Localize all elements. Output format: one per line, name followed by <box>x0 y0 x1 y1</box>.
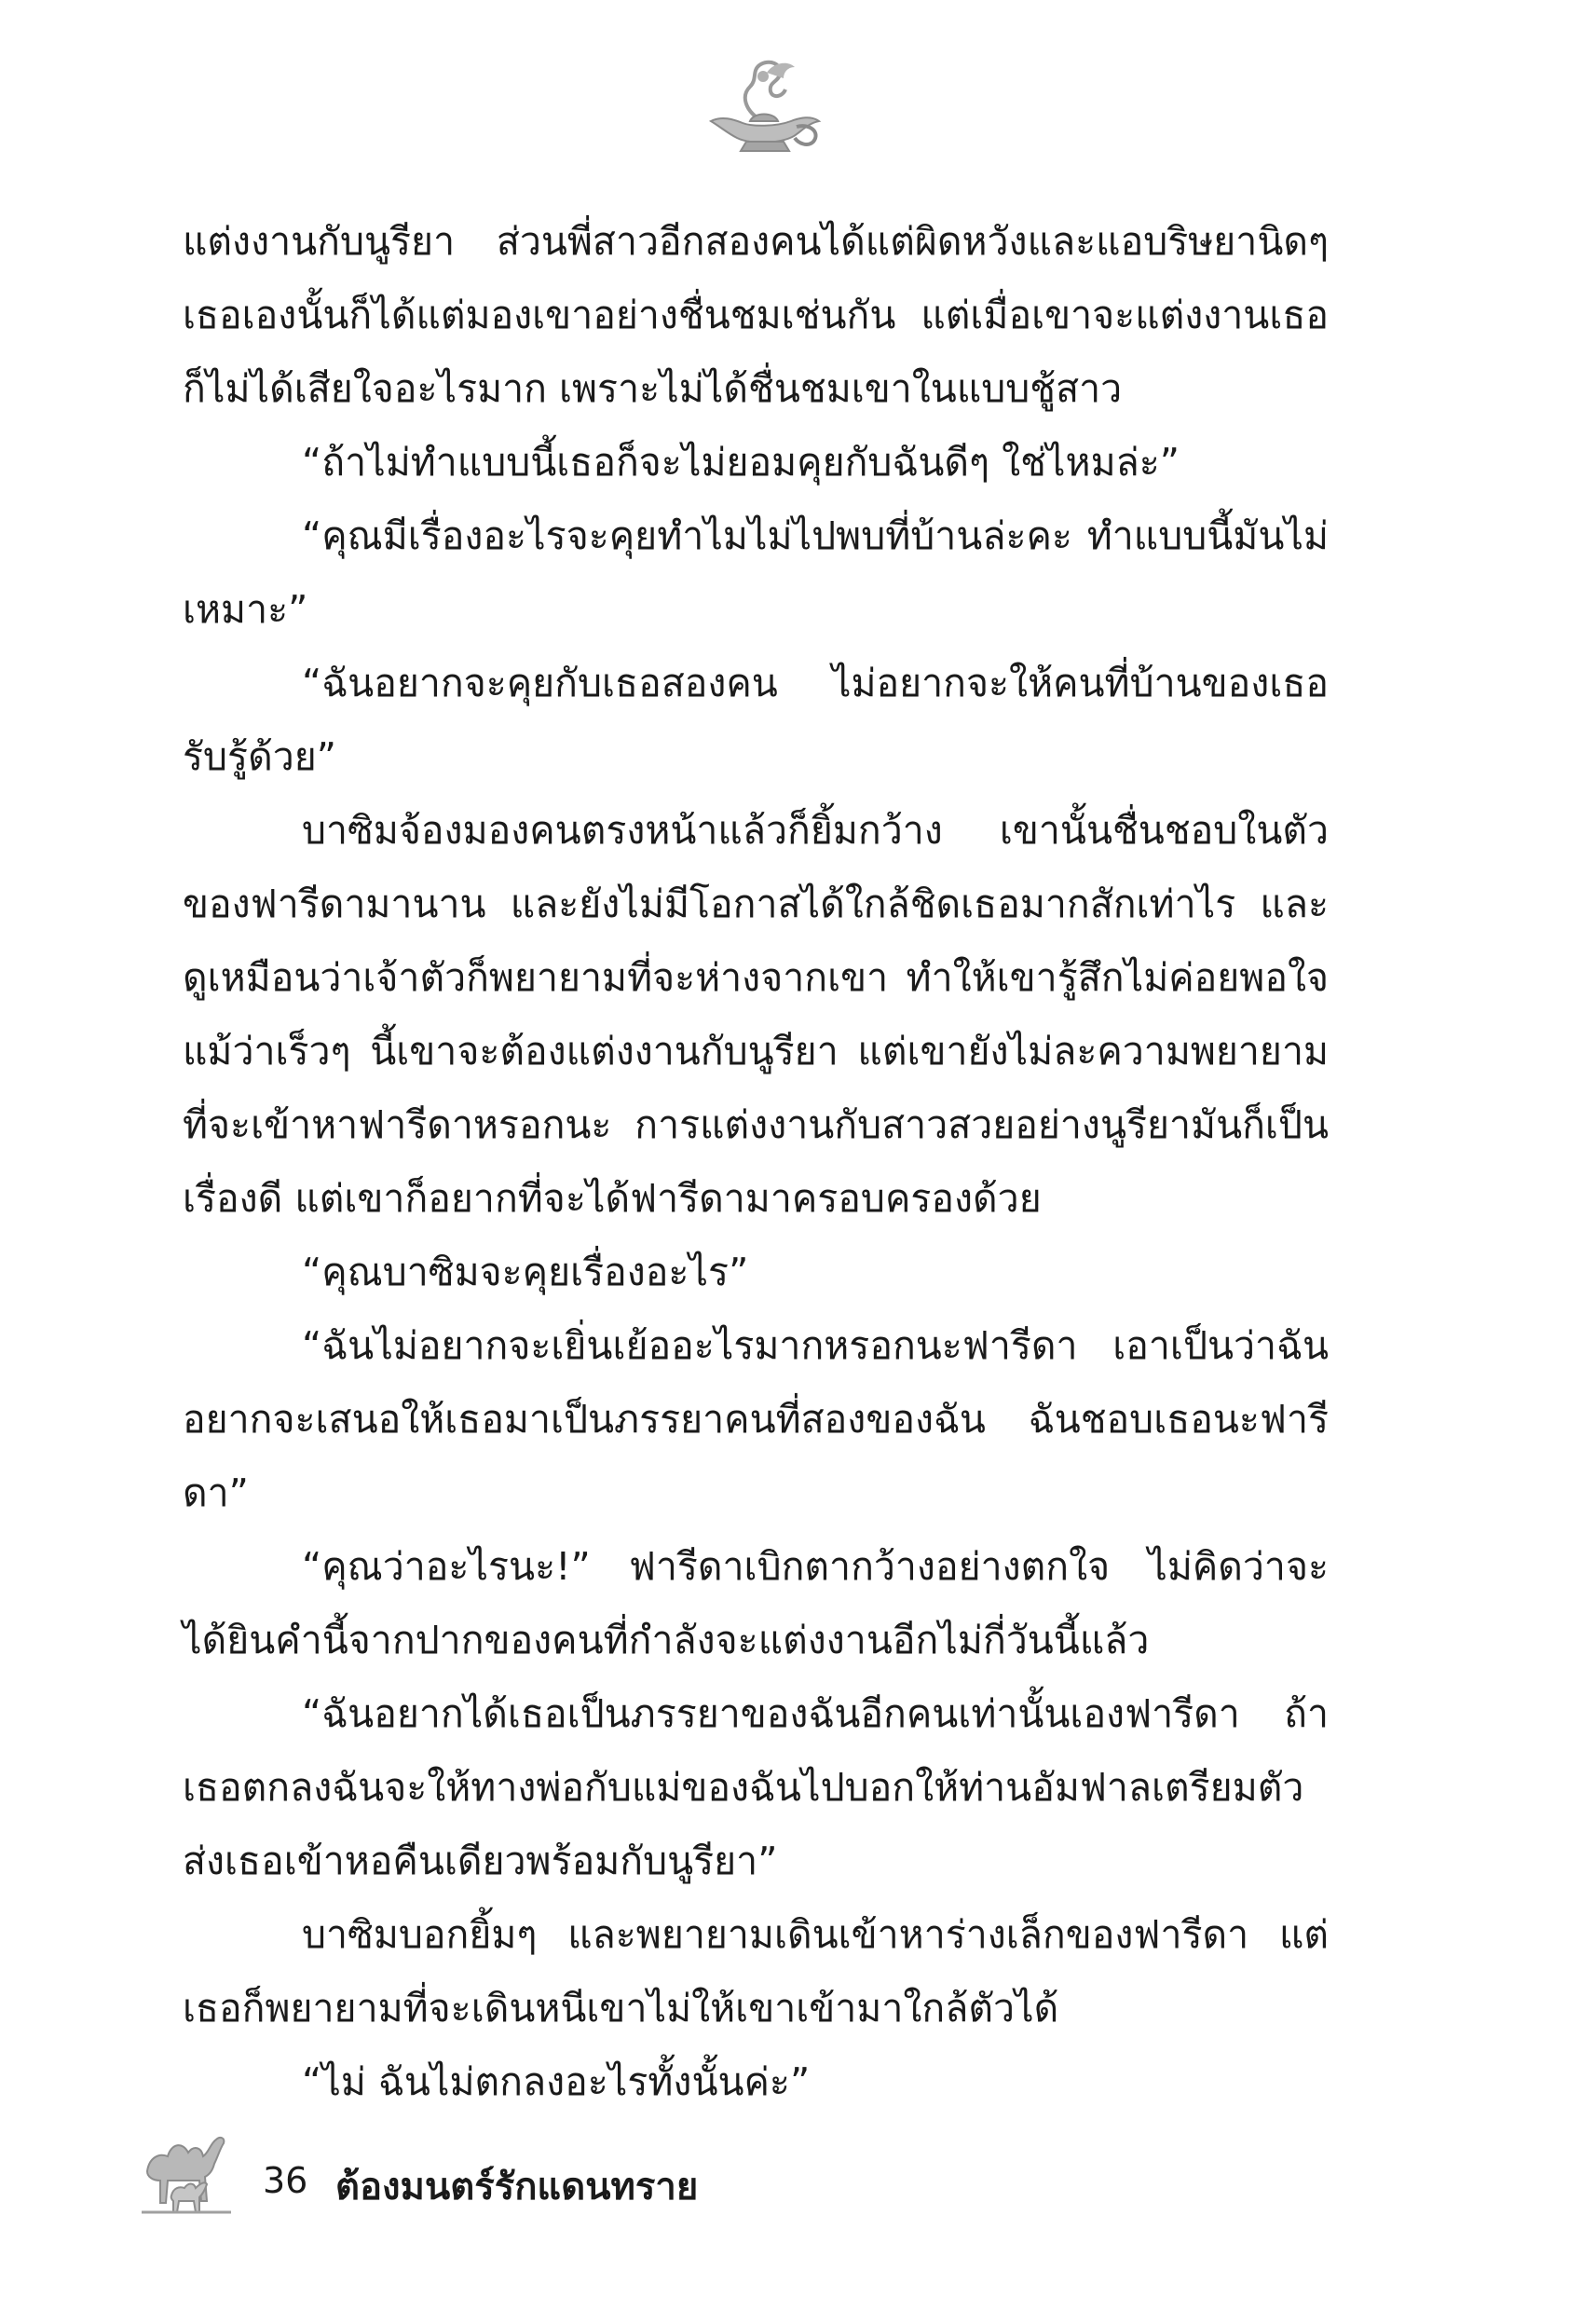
genie-lamp-icon <box>694 54 834 157</box>
paragraph: “คุณบาซิมจะคุยเรื่องอะไร” <box>302 1250 749 1294</box>
paragraph: “คุณว่าอะไรนะ!” ฟารีดาเบิกตากว้างอย่างตกใจ ไม่คิดว่าจะได้ยินคำนี้จากปากของคนที่กำลังจะแต่งงานอีกไม่กี่วันนี้แล้ว <box>183 1544 1329 1662</box>
text-body <box>183 205 1329 2119</box>
paragraph: “ถ้าไม่ทำแบบนี้เธอก็จะไม่ยอมคุยกับฉันดีๆ ใช่ไหมล่ะ” <box>302 440 1180 485</box>
page-footer <box>140 2115 978 2227</box>
page-number: 36 <box>263 2160 308 2201</box>
paragraph: “ฉันไม่อยากจะเยิ่นเย้ออะไรมากหรอกนะฟารีดา เอาเป็นว่าฉันอยากจะเสนอให้เธอมาเป็นภรรยาคนที่สองของฉัน ฉันชอบเธอนะฟารีดา” <box>183 1323 1329 1515</box>
paragraph: “คุณมีเรื่องอะไรจะคุยทำไมไม่ไปพบที่บ้านล่ะคะ ทำแบบนี้มันไม่เหมาะ” <box>183 513 1329 632</box>
paragraph: “ฉันอยากจะคุยกับเธอสองคน ไม่อยากจะให้คนที่บ้านของเธอรับรู้ด้วย” <box>183 661 1329 779</box>
camel-icon <box>140 2115 233 2218</box>
paragraph: “ฉันอยากได้เธอเป็นภรรยาของฉันอีกคนเท่านั้นเองฟารีดา ถ้าเธอตกลงฉันจะให้ทางพ่อกับแม่ของฉันไปบอกให้ท่านอัมฟาลเตรียมตัวส่งเธอเข้าหอคืนเดียวพร้อมกับนูรียา” <box>183 1691 1329 1883</box>
paragraph: บาซิมบอกยิ้มๆ และพยายามเดินเข้าหาร่างเล็กของฟารีดา แต่เธอก็พยายามที่จะเดินหนีเขาไม่ให้เขาเข้ามาใกล้ตัวได้ <box>183 1912 1329 2031</box>
paragraph: แต่งงานกับนูรียา ส่วนพี่สาวอีกสองคนได้แต่ผิดหวังและแอบริษยานิดๆ เธอเองนั้นก็ได้แต่มองเขาอย่างชื่นชมเช่นกัน แต่เมื่อเขาจะแต่งงานเธอก็ไม่ได้เสียใจอะไรมาก เพราะไม่ได้ชื่นชมเขาในแบบชู้สาว <box>183 219 1329 411</box>
paragraph: บาซิมจ้องมองคนตรงหน้าแล้วก็ยิ้มกว้าง เขานั้นชื่นชอบในตัวของฟารีดามานาน และยังไม่มีโอกาสได้ใกล้ชิดเธอมากสักเท่าไร และดูเหมือนว่าเจ้าตัวก็พยายามที่จะห่างจากเขา ทำให้เขารู้สึกไม่ค่อยพอใจ แม้ว่าเร็วๆ นี้เขาจะต้องแต่งงานกับนูรียา แต่เขายังไม่ละความพยายามที่จะเข้าหาฟารีดาหรอกนะ การแต่งงานกับสาวสวยอย่างนูรียามันก็เป็นเรื่องดี แต่เขาก็อยากที่จะได้ฟารีดามาครอบครองด้วย <box>183 808 1329 1221</box>
paragraph: “ไม่ ฉันไม่ตกลงอะไรทั้งนั้นค่ะ” <box>302 2059 811 2104</box>
book-title: ต้องมนตร์รักแดนทราย <box>335 2166 699 2208</box>
